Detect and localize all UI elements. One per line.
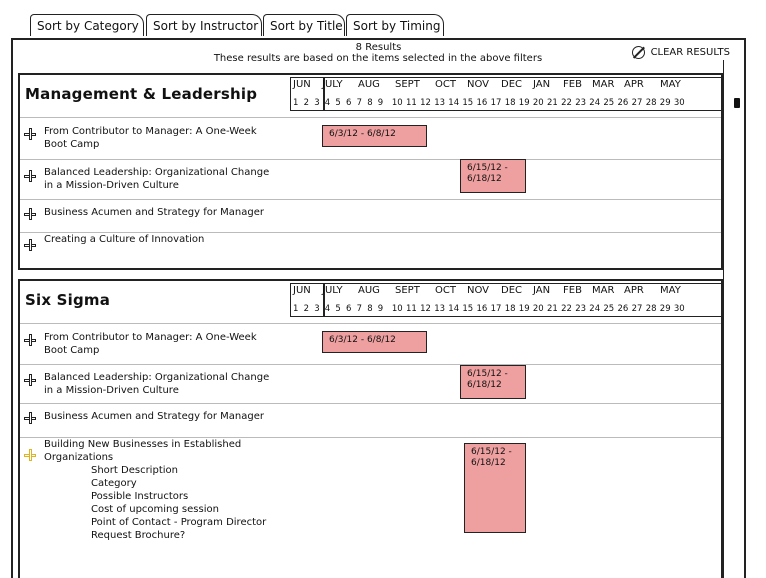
day-label: 3 (314, 98, 320, 108)
day-label: 12 (420, 98, 431, 108)
month-label: JUN (293, 285, 311, 296)
day-label: 26 (617, 304, 629, 314)
day-label: 3 (314, 304, 320, 314)
day-label: 27 (631, 304, 643, 314)
day-label: 5 (335, 98, 341, 108)
course-title[interactable]: Business Acumen and Strategy for Manager (44, 411, 264, 422)
tab-sort-by-category[interactable]: Sort by Category (30, 14, 144, 36)
scrollbar[interactable] (723, 60, 744, 578)
course-title[interactable]: Business Acumen and Strategy for Manager (44, 207, 264, 218)
results-note: These results are based on the items selected in the above filters (213, 53, 543, 64)
day-label: 25 (603, 304, 615, 314)
day-label: 11 (406, 304, 417, 314)
clear-results-button[interactable] (632, 46, 730, 59)
day-label: 2 (303, 98, 310, 108)
month-label: DEC (501, 79, 523, 90)
course-row[interactable] (20, 364, 721, 404)
month-label: DEC (501, 285, 523, 296)
timeline-header (290, 283, 723, 317)
tab-sort-by-timing[interactable]: Sort by Timing (346, 14, 444, 36)
day-label: 21 (547, 304, 558, 314)
course-title[interactable]: Building New Businesses in Established Organizations (44, 439, 242, 463)
day-label: 28 (645, 304, 657, 314)
date-range-bar[interactable]: 6/3/12 - 6/8/12 (322, 125, 427, 147)
day-label: 16 (476, 98, 488, 108)
day-label: 14 (448, 98, 460, 108)
day-label: 9 (377, 304, 384, 314)
clear-results-label: CLEAR RESULTS (650, 47, 730, 58)
day-label: 20 (532, 98, 544, 108)
day-label: 17 (490, 98, 502, 108)
clear-icon (632, 46, 645, 59)
month-label: NOV (467, 79, 490, 90)
detail-possible-instructors[interactable]: Possible Instructors (91, 491, 189, 502)
day-label: 12 (420, 304, 431, 314)
course-row[interactable] (20, 159, 721, 200)
day-label: 30 (673, 98, 685, 108)
day-label: 24 (589, 98, 601, 108)
month-label: OCT (435, 285, 456, 296)
day-label: 22 (561, 98, 572, 108)
course-title[interactable]: Balanced Leadership: Organizational Change in a Mission-Driven Culture (44, 372, 270, 396)
date-range-bar[interactable]: 6/15/12 - 6/18/12 (464, 443, 526, 533)
day-label: 24 (589, 304, 601, 314)
day-label: 9 (377, 98, 384, 108)
tab-sort-by-title[interactable]: Sort by Title (263, 14, 345, 36)
detail-cost[interactable]: Cost of upcoming session (91, 504, 219, 515)
day-label: 13 (434, 98, 446, 108)
month-label: AUG (358, 285, 380, 296)
section-title: Six Sigma (25, 291, 111, 309)
day-label: 23 (575, 304, 587, 314)
month-label: OCT (435, 79, 456, 90)
month-label: MAR (592, 79, 615, 90)
scroll-thumb[interactable] (734, 98, 740, 108)
section-six-sigma (18, 279, 723, 578)
month-label: JULY (322, 285, 343, 296)
day-label: 19 (518, 98, 530, 108)
month-label: JUN (293, 79, 311, 90)
course-title[interactable]: Balanced Leadership: Organizational Change in a Mission-Driven Culture (44, 167, 270, 191)
course-row[interactable] (20, 232, 721, 269)
day-label: 15 (462, 98, 474, 108)
day-label: 4 (324, 98, 331, 108)
expand-plus-icon[interactable] (24, 239, 36, 251)
month-label: SEPT (395, 79, 420, 90)
day-label: 29 (659, 98, 671, 108)
month-label: MAY (660, 79, 681, 90)
month-label: AUG (358, 79, 380, 90)
month-label: MAY (660, 285, 681, 296)
day-label: 30 (673, 304, 685, 314)
date-range-bar[interactable]: 6/15/12 - 6/18/12 (460, 159, 526, 193)
day-label: 16 (476, 304, 488, 314)
day-label: 23 (575, 98, 587, 108)
section-management-leadership (18, 73, 723, 270)
date-range-bar[interactable]: 6/15/12 - 6/18/12 (460, 365, 526, 399)
month-label: JULY (322, 79, 343, 90)
section-title: Management & Leadership (25, 85, 258, 103)
day-label: 6 (346, 304, 352, 314)
month-label: MAR (592, 285, 615, 296)
day-label: 2 (303, 304, 310, 314)
collapse-plus-icon[interactable] (24, 449, 36, 461)
month-label: JAN (533, 285, 551, 296)
day-label: 26 (617, 98, 629, 108)
day-label: 20 (532, 304, 544, 314)
day-label: 18 (504, 304, 516, 314)
course-title[interactable]: From Contributor to Manager: A One-Week Boot Camp (44, 332, 257, 356)
month-label: FEB (563, 285, 582, 296)
day-label: 10 (391, 98, 403, 108)
expand-plus-icon[interactable] (24, 334, 36, 346)
expand-plus-icon[interactable] (24, 208, 36, 220)
expand-plus-icon[interactable] (24, 128, 36, 140)
day-label: 28 (645, 98, 657, 108)
day-label: 14 (448, 304, 460, 314)
day-label: 18 (504, 98, 516, 108)
day-label: 7 (356, 98, 363, 108)
day-label: 8 (367, 98, 373, 108)
day-label: 29 (659, 304, 671, 314)
month-label: JAN (533, 79, 551, 90)
day-label: 10 (391, 304, 403, 314)
expand-plus-icon[interactable] (24, 412, 36, 424)
day-label: 15 (462, 304, 474, 314)
results-count: 8 Results (355, 42, 402, 53)
tab-sort-by-instructor[interactable]: Sort by Instructor (146, 14, 262, 36)
month-label: SEPT (395, 285, 420, 296)
detail-point-of-contact[interactable]: Point of Contact - Program Director (91, 517, 267, 528)
day-label: 8 (367, 304, 373, 314)
detail-request-brochure[interactable]: Request Brochure? (91, 530, 186, 541)
day-label: 4 (324, 304, 331, 314)
course-row-expanded[interactable] (20, 437, 721, 578)
detail-short-description[interactable]: Short Description (91, 465, 178, 476)
day-label: 27 (631, 98, 643, 108)
day-label: 11 (406, 98, 417, 108)
day-label: 17 (490, 304, 502, 314)
course-title[interactable]: Creating a Culture of Innovation (44, 234, 205, 245)
day-label: 25 (603, 98, 615, 108)
day-label: 1 (293, 304, 299, 314)
day-label: 5 (335, 304, 341, 314)
month-label: FEB (563, 79, 582, 90)
timeline-header (290, 77, 723, 111)
course-row[interactable] (20, 403, 721, 438)
month-label: APR (624, 79, 644, 90)
date-range-bar[interactable]: 6/3/12 - 6/8/12 (322, 331, 427, 353)
course-row[interactable] (20, 199, 721, 233)
day-label: 13 (434, 304, 446, 314)
course-details (91, 464, 266, 542)
day-label: 21 (547, 98, 558, 108)
day-label: 7 (356, 304, 363, 314)
month-label: NOV (467, 285, 490, 296)
day-label: 22 (561, 304, 572, 314)
course-title[interactable]: From Contributor to Manager: A One-Week Boot Camp (44, 126, 257, 150)
day-label: 1 (293, 98, 299, 108)
day-label: 19 (518, 304, 530, 314)
expand-plus-icon[interactable] (24, 374, 36, 386)
detail-category[interactable]: Category (91, 478, 137, 489)
expand-plus-icon[interactable] (24, 170, 36, 182)
day-label: 6 (346, 98, 352, 108)
month-label: APR (624, 285, 644, 296)
